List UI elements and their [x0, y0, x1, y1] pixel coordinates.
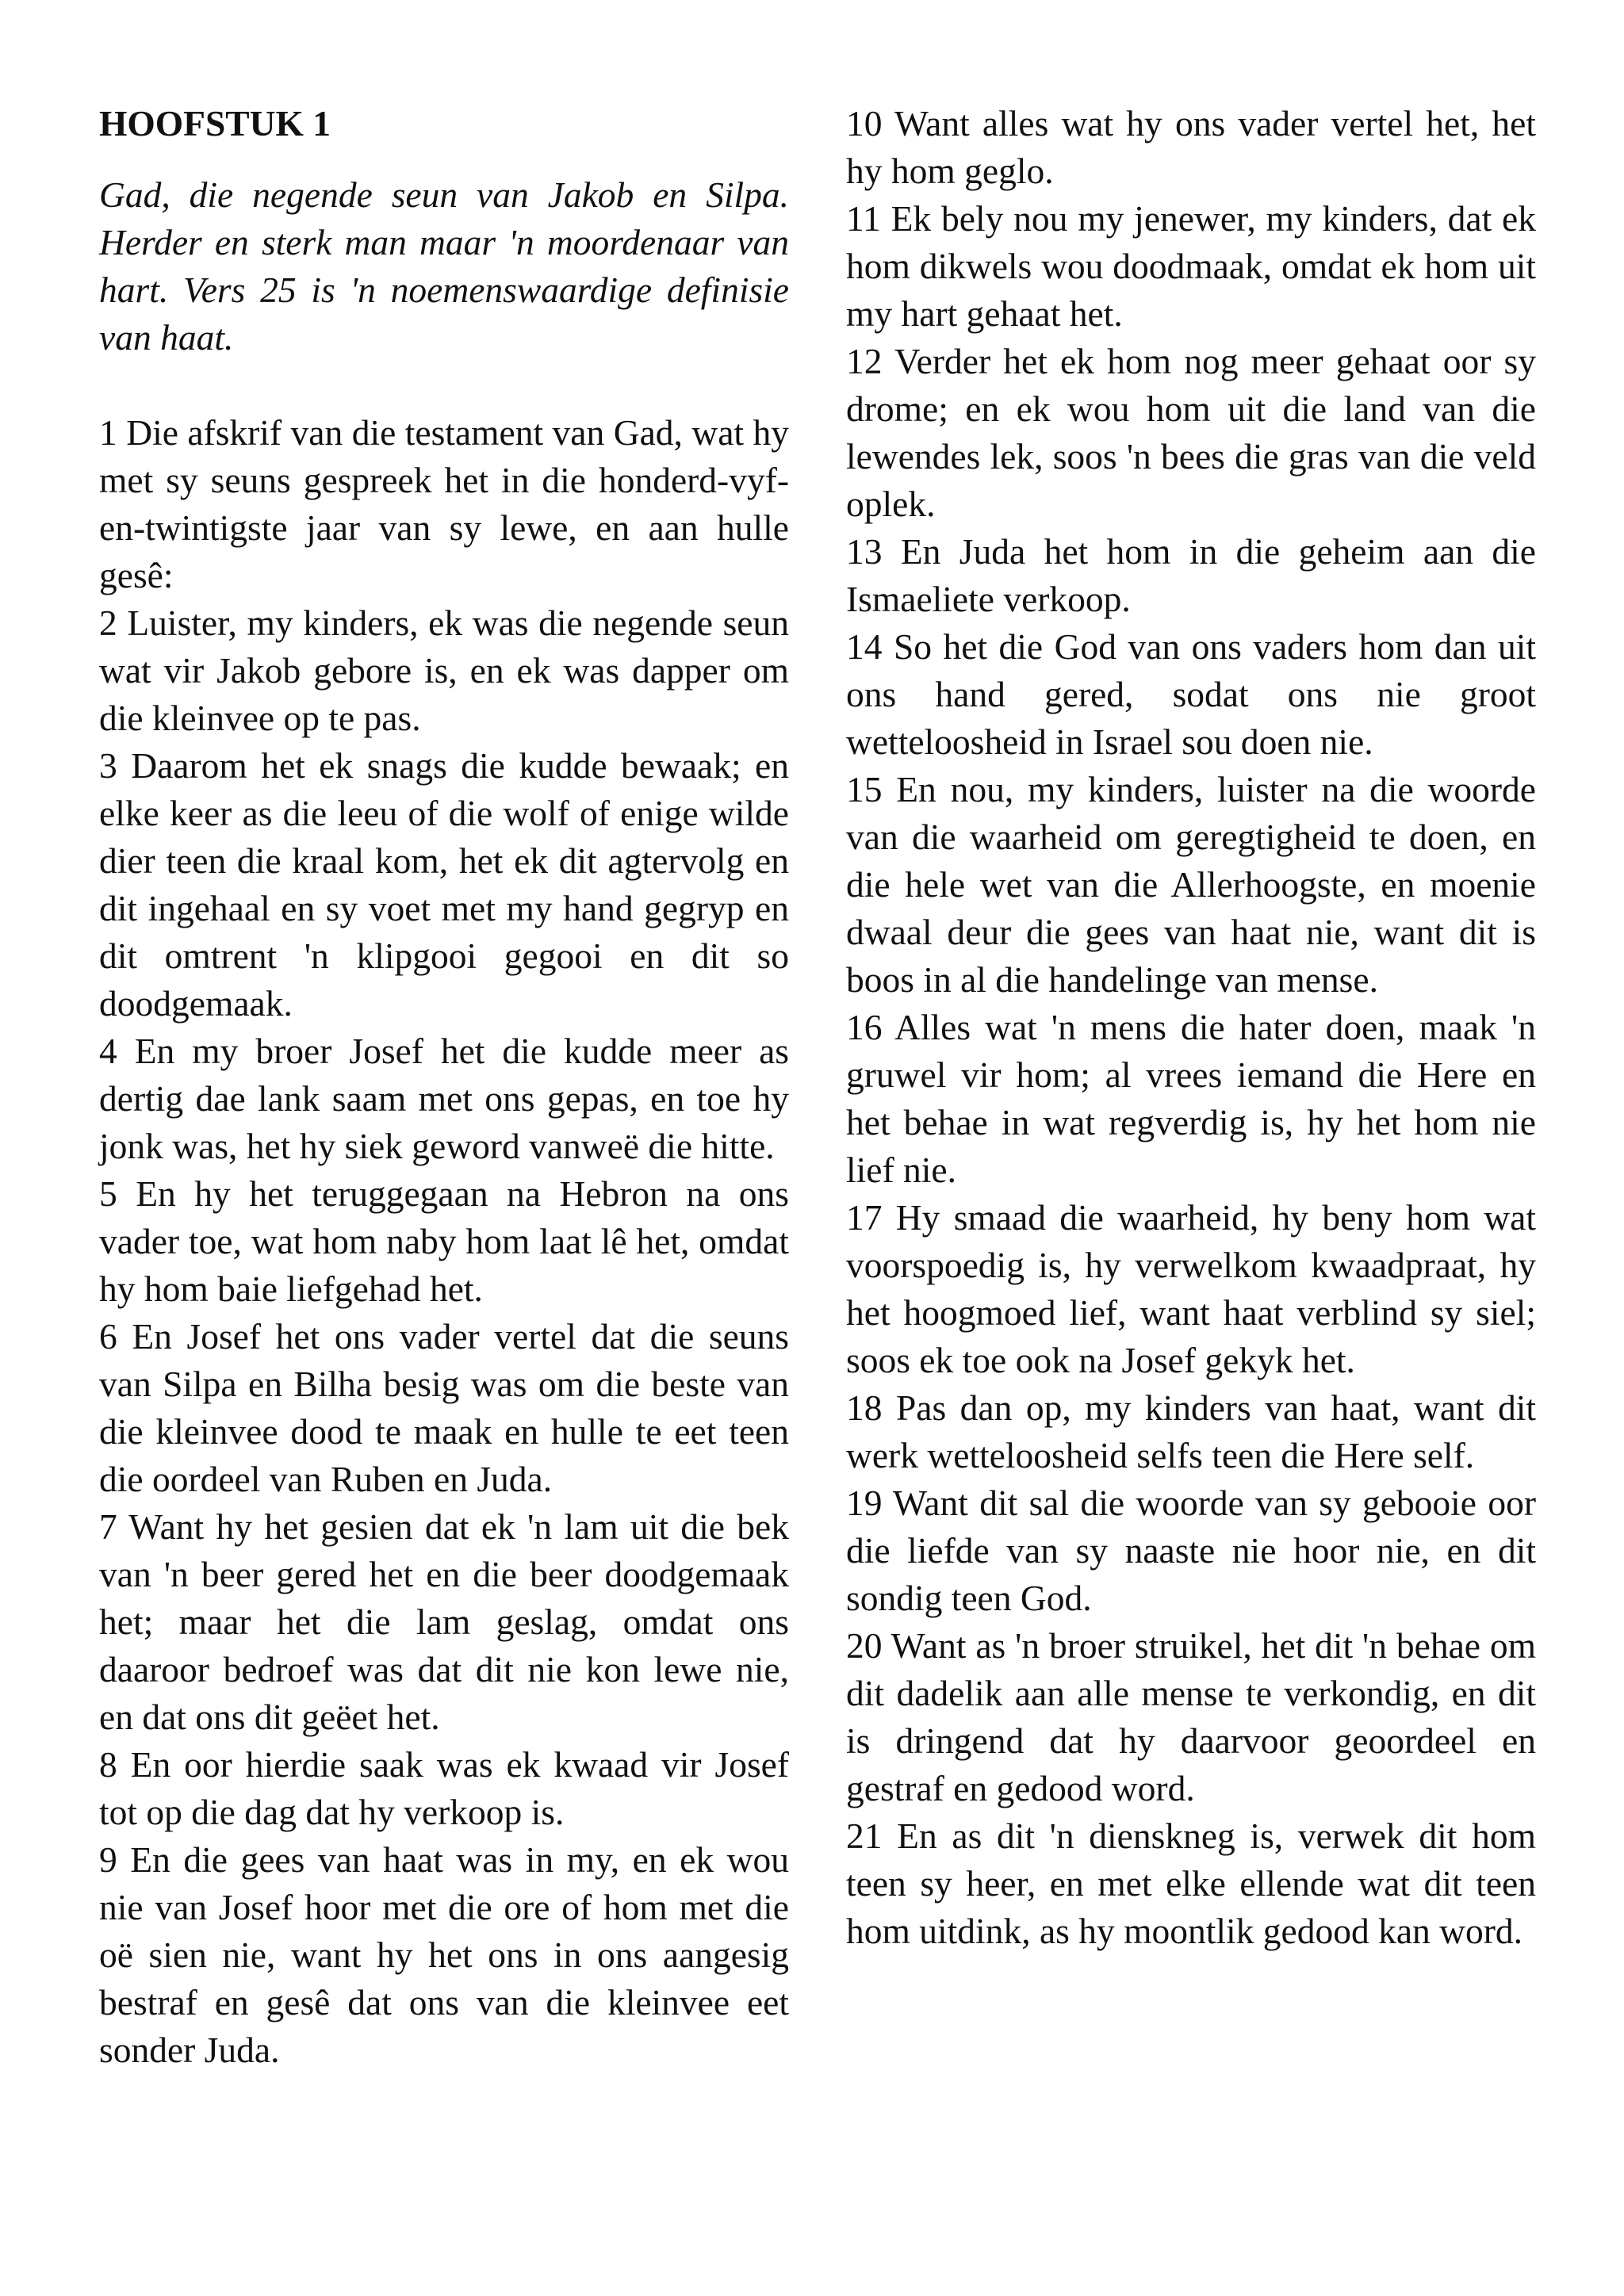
- chapter-title: HOOFSTUK 1: [99, 103, 331, 144]
- verse-8: 8 En oor hierdie saak was ek kwaad vir Josef tot op die dag dat hy verkoop is.: [99, 1744, 789, 1832]
- verse-11: 11 Ek bely nou my jenewer, my kinders, dat ek hom dikwels wou doodmaak, omdat ek hom uit my hart gehaat het.: [846, 198, 1536, 334]
- verse-16: 16 Alles wat 'n mens die hater doen, maak 'n gruwel vir hom; al vrees iemand die Here en het behae in wat regverdig is, hy het hom nie lief nie.: [846, 1007, 1536, 1190]
- verse-12: 12 Verder het ek hom nog meer gehaat oor sy drome; en ek wou hom uit die land van die lewendes lek, soos 'n bees die gras van die veld oplek.: [846, 341, 1536, 524]
- verse-3: 3 Daarom het ek snags die kudde bewaak; en elke keer as die leeu of die wolf of enige wilde dier teen die kraal kom, het ek dit agtervolg en dit ingehaal en sy voet met my hand gegryp en dit omtrent 'n klipgooi gegooi en dit so doodgemaak.: [99, 745, 789, 1024]
- verse-5: 5 En hy het teruggegaan na Hebron na ons vader toe, wat hom naby hom laat lê het, omdat hy hom baie liefgehad het.: [99, 1173, 789, 1309]
- verse-15: 15 En nou, my kinders, luister na die woorde van die waarheid om geregtigheid te doen, en die hele wet van die Allerhoogste, en moenie dwaal deur die gees van haat nie, want dit is boos in al die handelinge van mense.: [846, 769, 1536, 1000]
- left-column: [99, 100, 789, 2074]
- verse-14: 14 So het die God van ons vaders hom dan uit ons hand gered, sodat ons nie groot wetteloosheid in Israel sou doen nie.: [846, 626, 1536, 762]
- verse-10: 10 Want alles wat hy ons vader vertel het, het hy hom geglo.: [846, 103, 1536, 191]
- right-column: [846, 100, 1536, 1955]
- verse-13: 13 En Juda het hom in die geheim aan die Ismaeliete verkoop.: [846, 531, 1536, 619]
- verse-19: 19 Want dit sal die woorde van sy gebooie oor die liefde van sy naaste nie hoor nie, en dit sondig teen God.: [846, 1483, 1536, 1618]
- verse-9: 9 En die gees van haat was in my, en ek wou nie van Josef hoor met die ore of hom met die oë sien nie, want hy het ons in ons aangesig bestraf en gesê dat ons van die kleinvee eet sonder Juda.: [99, 1839, 789, 2070]
- verse-17: 17 Hy smaad die waarheid, hy beny hom wat voorspoedig is, hy verwelkom kwaadpraat, hy het hoogmoed lief, want haat verblind sy siel; soos ek toe ook na Josef gekyk het.: [846, 1197, 1536, 1380]
- verse-1: 1 Die afskrif van die testament van Gad, wat hy met sy seuns gespreek het in die honderd-vyf-en-twintigste jaar van sy lewe, en aan hulle gesê:: [99, 412, 789, 595]
- verse-4: 4 En my broer Josef het die kudde meer as dertig dae lank saam met ons gepas, en toe hy jonk was, het hy siek geword vanweë die hitte.: [99, 1031, 789, 1166]
- chapter-intro: Gad, die negende seun van Jakob en Silpa. Herder en sterk man maar 'n moordenaar van hart. Vers 25 is 'n noemenswaardige definisie van haat.: [99, 174, 789, 358]
- verse-20: 20 Want as 'n broer struikel, het dit 'n behae om dit dadelik aan alle mense te verkondig, en dit is dringend dat hy daarvoor geoordeel en gestraf en gedood word.: [846, 1625, 1536, 1808]
- verse-7: 7 Want hy het gesien dat ek 'n lam uit die bek van 'n beer gered het en die beer doodgemaak het; maar het die lam geslag, omdat ons daaroor bedroef was dat dit nie kon lewe nie, en dat ons dit geëet het.: [99, 1506, 789, 1737]
- verse-18: 18 Pas dan op, my kinders van haat, want dit werk wetteloosheid selfs teen die Here self.: [846, 1387, 1536, 1475]
- verse-21: 21 En as dit 'n dienskneg is, verwek dit hom teen sy heer, en met elke ellende wat dit teen hom uitdink, as hy moontlik gedood kan word.: [846, 1816, 1536, 1951]
- verse-6: 6 En Josef het ons vader vertel dat die seuns van Silpa en Bilha besig was om die beste van die kleinvee dood te maak en hulle te eet teen die oordeel van Ruben en Juda.: [99, 1316, 789, 1499]
- verse-2: 2 Luister, my kinders, ek was die negende seun wat vir Jakob gebore is, en ek was dapper om die kleinvee op te pas.: [99, 603, 789, 738]
